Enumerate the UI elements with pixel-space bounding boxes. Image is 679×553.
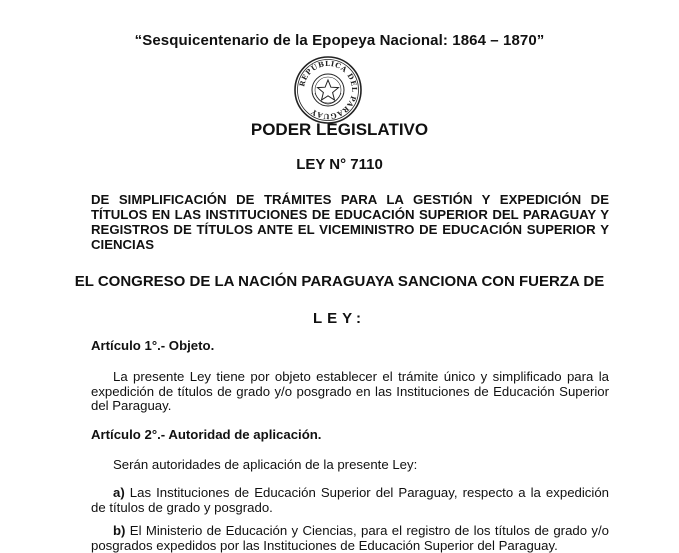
article-1-heading: Artículo 1°.- Objeto. — [91, 338, 215, 353]
list-item-marker: b) — [113, 523, 126, 538]
article-1-paragraph — [91, 370, 609, 414]
list-item-text: Las Instituciones de Educación Superior del Paraguay, respecto a la expedición de títulos de grado y posgrado. — [91, 485, 609, 515]
seal-emblem-icon — [293, 55, 363, 125]
sanction-formula: EL CONGRESO DE LA NACIÓN PARAGUAYA SANCIONA CON FUERZA DE — [74, 273, 605, 290]
law-number: LEY N° 7110 — [296, 156, 383, 173]
republic-seal — [293, 55, 363, 125]
article-2-intro-text: Serán autoridades de aplicación de la presente Ley: — [113, 457, 418, 472]
ley-label: LEY: — [312, 310, 367, 327]
chamber-heading: PODER LEGISLATIVO — [250, 120, 429, 139]
commemorative-motto: “Sesquicentenario de la Epopeya Nacional: 1864 – 1870” — [134, 32, 545, 49]
svg-text:REPÚBLICA DEL PARAGUAY: REPÚBLICA DEL PARAGUAY — [297, 58, 360, 122]
law-title: DE SIMPLIFICACIÓN DE TRÁMITES PARA LA GESTIÓN Y EXPEDICIÓN DE TÍTULOS EN LAS INSTITUCIONES DE EDUCACIÓN SUPERIOR DEL PARAGUAY Y REGISTROS DE TÍTULOS ANTE EL VICEMINISTRO DE EDUCACIÓN SUPERIOR Y CIENCIAS — [91, 192, 609, 252]
article-2-intro — [91, 458, 609, 473]
article-2-heading: Artículo 2°.- Autoridad de aplicación. — [91, 427, 322, 442]
list-item-marker: a) — [113, 485, 125, 500]
article-1-text: La presente Ley tiene por objeto establecer el trámite único y simplificado para la expedición de títulos de grado y/o posgrado en las Instituciones de Educación Superior del Paraguay. — [91, 369, 609, 413]
list-item-text: El Ministerio de Educación y Ciencias, para el registro de los títulos de grado y/o posgrados expedidos por las Instituciones de Educación Superior del Paraguay. — [91, 523, 609, 553]
list-item — [91, 486, 609, 515]
